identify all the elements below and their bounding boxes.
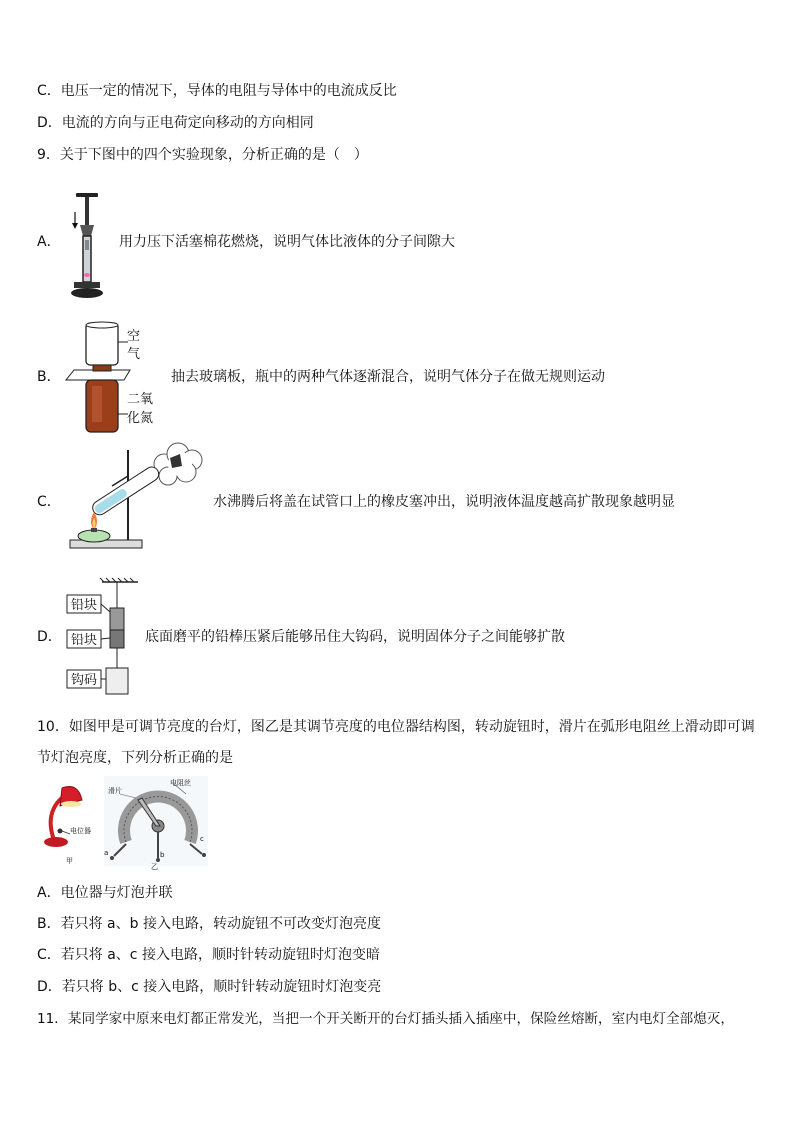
q10-option-d: D．若只将 b、c 接入电路，顺时针转动旋钮时灯泡变亮	[37, 979, 382, 995]
q10-stem-line-1: 10．如图甲是可调节亮度的台灯，图乙是其调节亮度的电位器结构图，转动旋钮时，滑片在弧形电阻丝上滑动即可调	[37, 719, 755, 735]
label-slider: 滑片	[108, 787, 122, 795]
label-lead-block-2: 铅块	[71, 633, 98, 648]
q8-option-d: D．电流的方向与正电荷定向移动的方向相同	[37, 115, 314, 131]
q11-stem: 11．某同学家中原来电灯都正常发光，当把一个开关断开的台灯插头插入插座中，保险丝熔断，室内电灯全部熄灭，	[37, 1011, 734, 1027]
label-yi: 乙	[151, 863, 158, 871]
q9-option-b-letter: B．	[37, 369, 61, 385]
q9-stem: 9．关于下图中的四个实验现象，分析正确的是（ ）	[37, 147, 368, 163]
piston-fire-syringe-figure	[62, 190, 112, 302]
q10-option-c: C．若只将 a、c 接入电路，顺时针转动旋钮时灯泡变暗	[37, 947, 380, 963]
label-hook-weight: 钩码	[71, 673, 98, 688]
terminal-b: b	[160, 851, 165, 859]
terminal-a: a	[104, 849, 109, 857]
q9-option-a-text: 用力压下活塞棉花燃烧，说明气体比液体的分子间隙大	[119, 234, 455, 250]
q9-option-a-letter: A．	[37, 234, 61, 250]
label-jia: 甲	[66, 857, 73, 865]
label-no2-2: 化氮	[127, 411, 154, 426]
q9-option-c-text: 水沸腾后将盖在试管口上的橡皮塞冲出，说明液体温度越高扩散现象越明显	[213, 494, 675, 510]
q9-option-d-text: 底面磨平的铅棒压紧后能够吊住大钩码，说明固体分子之间能够扩散	[145, 629, 565, 645]
label-potentiometer: 电位器	[70, 827, 91, 835]
label-no2-1: 二氧	[127, 392, 154, 407]
label-air-1: 空	[127, 329, 141, 344]
q10-option-a: A．电位器与灯泡并联	[37, 885, 173, 901]
q10-stem-line-2: 节灯泡亮度，下列分析正确的是	[37, 750, 233, 766]
q8-option-c: C．电压一定的情况下，导体的电阻与导体中的电流成反比	[37, 83, 397, 99]
label-lead-block-1: 铅块	[71, 598, 98, 613]
terminal-c: c	[200, 835, 204, 843]
boiling-test-tube-figure	[64, 436, 208, 560]
q9-option-b-text: 抽去玻璃板，瓶中的两种气体逐渐混合，说明气体分子在做无规则运动	[171, 369, 605, 385]
q10-option-b: B．若只将 a、b 接入电路，转动旋钮不可改变灯泡亮度	[37, 916, 381, 932]
label-air-2: 气	[127, 347, 141, 362]
desk-lamp-figure	[40, 782, 108, 852]
q9-option-d-letter: D．	[37, 629, 62, 645]
label-resistance-wire: 电阻丝	[170, 779, 191, 787]
q9-option-c-letter: C．	[37, 494, 61, 510]
